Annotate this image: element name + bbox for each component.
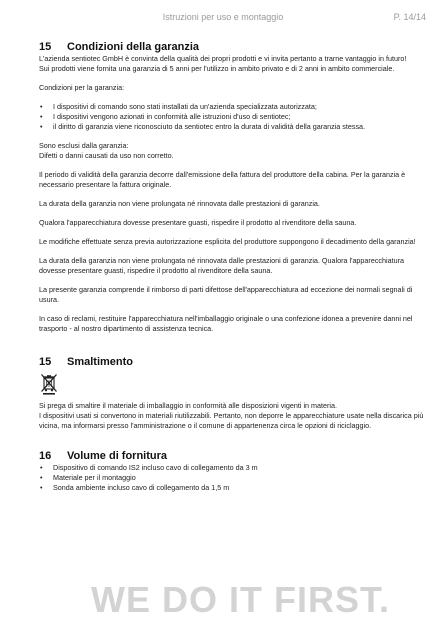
warranty-section-title: Condizioni della garanzia xyxy=(67,41,200,53)
conditions-list xyxy=(39,102,425,132)
header-title: Istruzioni per uso e montaggio xyxy=(162,12,284,22)
excluded-heading: Sono esclusi dalla garanzia: xyxy=(39,141,129,150)
supply-section-title: Volume di fornitura xyxy=(67,450,168,462)
warranty-section-number: 15 xyxy=(39,41,52,53)
excluded-text: Difetti o danni causati da uso non corretto. xyxy=(39,151,174,160)
supply-heading xyxy=(39,450,425,463)
validity-paragraph: Il periodo di validità della garanzia decorre dall'emissione della fattura del produttore della cabina. Per la garanzia è necessario presentare la fattura originale. xyxy=(39,170,406,189)
list-item: • Dispositivo di comando IS2 incluso cavo di collegamento da 3 m xyxy=(39,463,425,473)
supply-list xyxy=(39,463,425,493)
list-item: • I dispositivi vengono azionati in conformità alle istruzioni d'uso di sentiotec; xyxy=(39,112,425,122)
duration-paragraph: La durata della garanzia non viene prolungata né rinnovata dalle prestazioni di garanzia. xyxy=(39,199,320,208)
claims-paragraph: In caso di reclami, restituire l'apparecchiatura nell'imballaggio originale o una confezione idonea a prevenire danni nel trasporto - al nostro dipartimento di assistenza tecnica. xyxy=(39,314,413,333)
footer-slogan: WE DO IT FIRST. xyxy=(91,579,390,620)
conditions-heading: Condizioni per la garanzia: xyxy=(39,83,125,92)
page-number: P. 14/14 xyxy=(393,12,426,22)
list-item: • Sonda ambiente incluso cavo di collegamento da 1,5 m xyxy=(39,483,425,493)
warranty-intro-line-1: L'azienda sentiotec GmbH è convinta della qualità dei propri prodotti e vi invita pertanto a trarne vantaggio in futuro! xyxy=(39,54,407,63)
disposal-text-line-1: Si prega di smaltire il materiale di imballaggio in conformità alle disposizioni vigenti in materia. xyxy=(39,401,338,410)
crossed-out-wheelie-bin-icon xyxy=(39,373,59,395)
page-content xyxy=(39,41,425,493)
disposal-section-number: 15 xyxy=(39,356,52,368)
duration-defects-paragraph: La durata della garanzia non viene prolungata né rinnovata dalle prestazioni di garanzia. Qualora l'apparecchiatura dovesse presentare guasti, rispedire il prodotto al rivenditore della sauna. xyxy=(39,256,404,275)
defects-paragraph: Qualora l'apparecchiatura dovesse presentare guasti, rispedire il prodotto al rivenditore della sauna. xyxy=(39,218,357,227)
disposal-section-title: Smaltimento xyxy=(67,356,134,368)
disposal-heading xyxy=(39,356,425,369)
list-item: • il diritto di garanzia viene riconosciuto da sentiotec entro la durata di validità della garanzia stessa. xyxy=(39,122,425,132)
disposal-text-line-2: I dispositivi usati si convertono in materiali riutilizzabili. Pertanto, non deporre le apparecchiature usate nella discarica più vicina, ma informarsi presso l'amministrazione o il comune di appartenenza circa le opzioni di riciclaggio. xyxy=(39,411,424,430)
coverage-paragraph: La presente garanzia comprende il rimborso di parti difettose dell'apparecchiatura ad eccezione dei normali segnali di usura. xyxy=(39,285,413,304)
supply-section-number: 16 xyxy=(39,450,52,462)
list-item: • Materiale per il montaggio xyxy=(39,473,425,483)
modifications-paragraph: Le modifiche effettuate senza previa autorizzazione esplicita del produttore suppongono il decadimento della garanzia! xyxy=(39,237,416,246)
warranty-intro-line-2: Sui prodotti viene fornita una garanzia di 5 anni per l'utilizzo in ambito privato e di 2 anni in ambito commerciale. xyxy=(39,64,395,73)
warranty-heading xyxy=(39,41,425,54)
list-item: • I dispositivi di comando sono stati installati da un'azienda specializzata autorizzata; xyxy=(39,102,425,112)
